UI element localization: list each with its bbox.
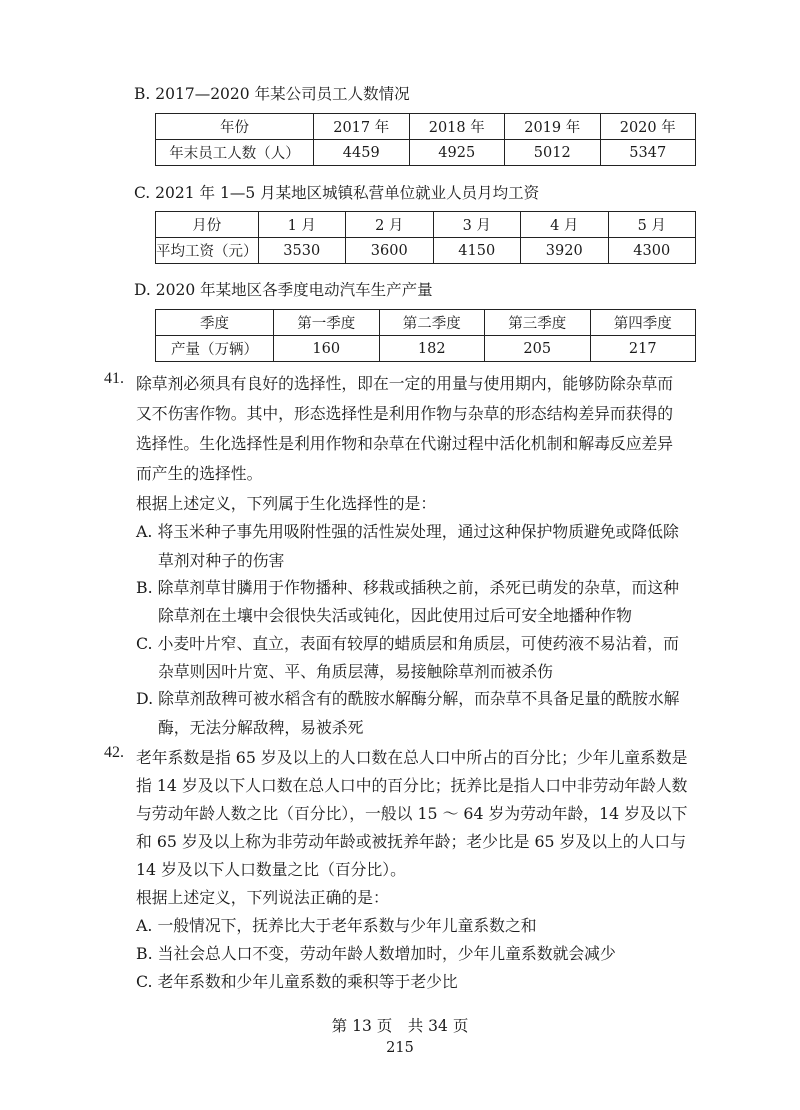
table-cell: 4150 [433,238,521,264]
table-cell: 2 月 [346,212,434,238]
table-cell: 4 月 [521,212,609,238]
question-41-prompt: 根据上述定义，下列属于生化选择性的是： [136,494,437,513]
table-row [156,336,696,362]
option-c-title: C. 2021 年 1—5 月某地区城镇私营单位就业人员月均工资 [134,184,540,202]
table-cell: 205 [485,336,591,362]
q41-option-c-line: C. 小麦叶片窄、直立，表面有较厚的蜡质层和角质层，可使药液不易沾着，而 [136,634,679,653]
table-cell: 5347 [600,140,696,166]
question-42-line: 与劳动年龄人数之比（百分比），一般以 15 ～ 64 岁为劳动年龄，14 岁及以下 [136,804,688,823]
q41-option-d-line: 酶，无法分解敌稗，易被杀死 [158,718,364,737]
table-header-row [156,212,696,238]
table-cell: 1 月 [258,212,346,238]
table-cell: 产量（万辆） [156,336,274,362]
table-cell: 第二季度 [379,310,485,336]
option-d-title: D. 2020 年某地区各季度电动汽车生产产量 [134,281,433,299]
table-cell: 5012 [505,140,601,166]
question-41-line: 除草剂必须具有良好的选择性，即在一定的用量与使用期内，能够防除杂草而 [136,374,674,393]
table-header-row [156,114,696,140]
question-42-line: 14 岁及以下人口数量之比（百分比）。 [136,860,406,879]
table-row [156,140,696,166]
table-cell: 月份 [156,212,259,238]
option-d-table [155,309,696,362]
q42-option-b: B. 当社会总人口不变，劳动年龄人数增加时，少年儿童系数就会减少 [136,944,616,963]
question-41-number: 41. [104,370,124,387]
table-cell: 年末员工人数（人） [156,140,314,166]
page-indicator: 第 13 页 共 34 页 [331,1017,469,1035]
table-cell: 4300 [608,238,696,264]
q41-option-c-line: 杂草则因叶片宽、平、角质层薄，易接触除草剂而被杀伤 [158,662,553,681]
table-cell: 第三季度 [485,310,591,336]
option-c-table [155,211,696,264]
question-42-prompt: 根据上述定义，下列说法正确的是： [136,888,389,907]
table-cell: 3 月 [433,212,521,238]
q41-option-a-line: 草剂对种子的伤害 [158,551,285,570]
q41-option-d-line: D. 除草剂敌稗可被水稻含有的酰胺水解酶分解，而杂草不具备足量的酰胺水解 [136,689,680,708]
q41-option-b-line: 除草剂在土壤中会很快失活或钝化，因此使用过后可安全地播种作物 [158,606,632,625]
table-cell: 第四季度 [590,310,696,336]
table-cell: 5 月 [608,212,696,238]
question-42-line: 和 65 岁及以上称为非劳动年龄或被抚养年龄；老少比是 65 岁及以上的人口与 [136,832,686,851]
q42-option-c: C. 老年系数和少年儿童系数的乘积等于老少比 [136,972,458,991]
table-cell: 第一季度 [274,310,380,336]
table-cell: 3530 [258,238,346,264]
question-41-line: 又不伤害作物。其中，形态选择性是利用作物与杂草的形态结构差异而获得的 [136,404,674,423]
table-cell: 2020 年 [600,114,696,140]
table-cell: 182 [379,336,485,362]
table-cell: 2017 年 [314,114,410,140]
table-cell: 4925 [409,140,505,166]
table-cell: 217 [590,336,696,362]
table-cell: 季度 [156,310,274,336]
table-cell: 4459 [314,140,410,166]
table-cell: 平均工资（元） [156,238,259,264]
q41-option-b-line: B. 除草剂草甘膦用于作物播种、移栽或插秧之前，杀死已萌发的杂草，而这种 [136,578,679,597]
option-b-table [155,113,696,166]
q41-option-a-line: A. 将玉米种子事先用吸附性强的活性炭处理，通过这种保护物质避免或降低除 [136,522,679,541]
option-b-title: B. 2017—2020 年某公司员工人数情况 [134,85,410,103]
question-41-line: 选择性。生化选择性是利用作物和杂草在代谢过程中活化机制和解毒反应差异 [136,434,674,453]
table-row [156,238,696,264]
table-cell: 年份 [156,114,314,140]
table-cell: 2018 年 [409,114,505,140]
question-42-number: 42. [104,744,124,761]
question-42-line: 指 14 岁及以下人口数在总人口中的百分比；抚养比是指人口中非劳动年龄人数 [136,776,688,795]
table-cell: 160 [274,336,380,362]
question-42-line: 老年系数是指 65 岁及以上的人口数在总人口中所占的百分比；少年儿童系数是 [136,748,688,767]
table-cell: 3920 [521,238,609,264]
question-41-line: 而产生的选择性。 [136,464,263,483]
q42-option-a: A. 一般情况下，抚养比大于老年系数与少年儿童系数之和 [136,916,537,935]
table-cell: 2019 年 [505,114,601,140]
table-cell: 3600 [346,238,434,264]
table-header-row [156,310,696,336]
page-number: 215 [386,1040,414,1056]
